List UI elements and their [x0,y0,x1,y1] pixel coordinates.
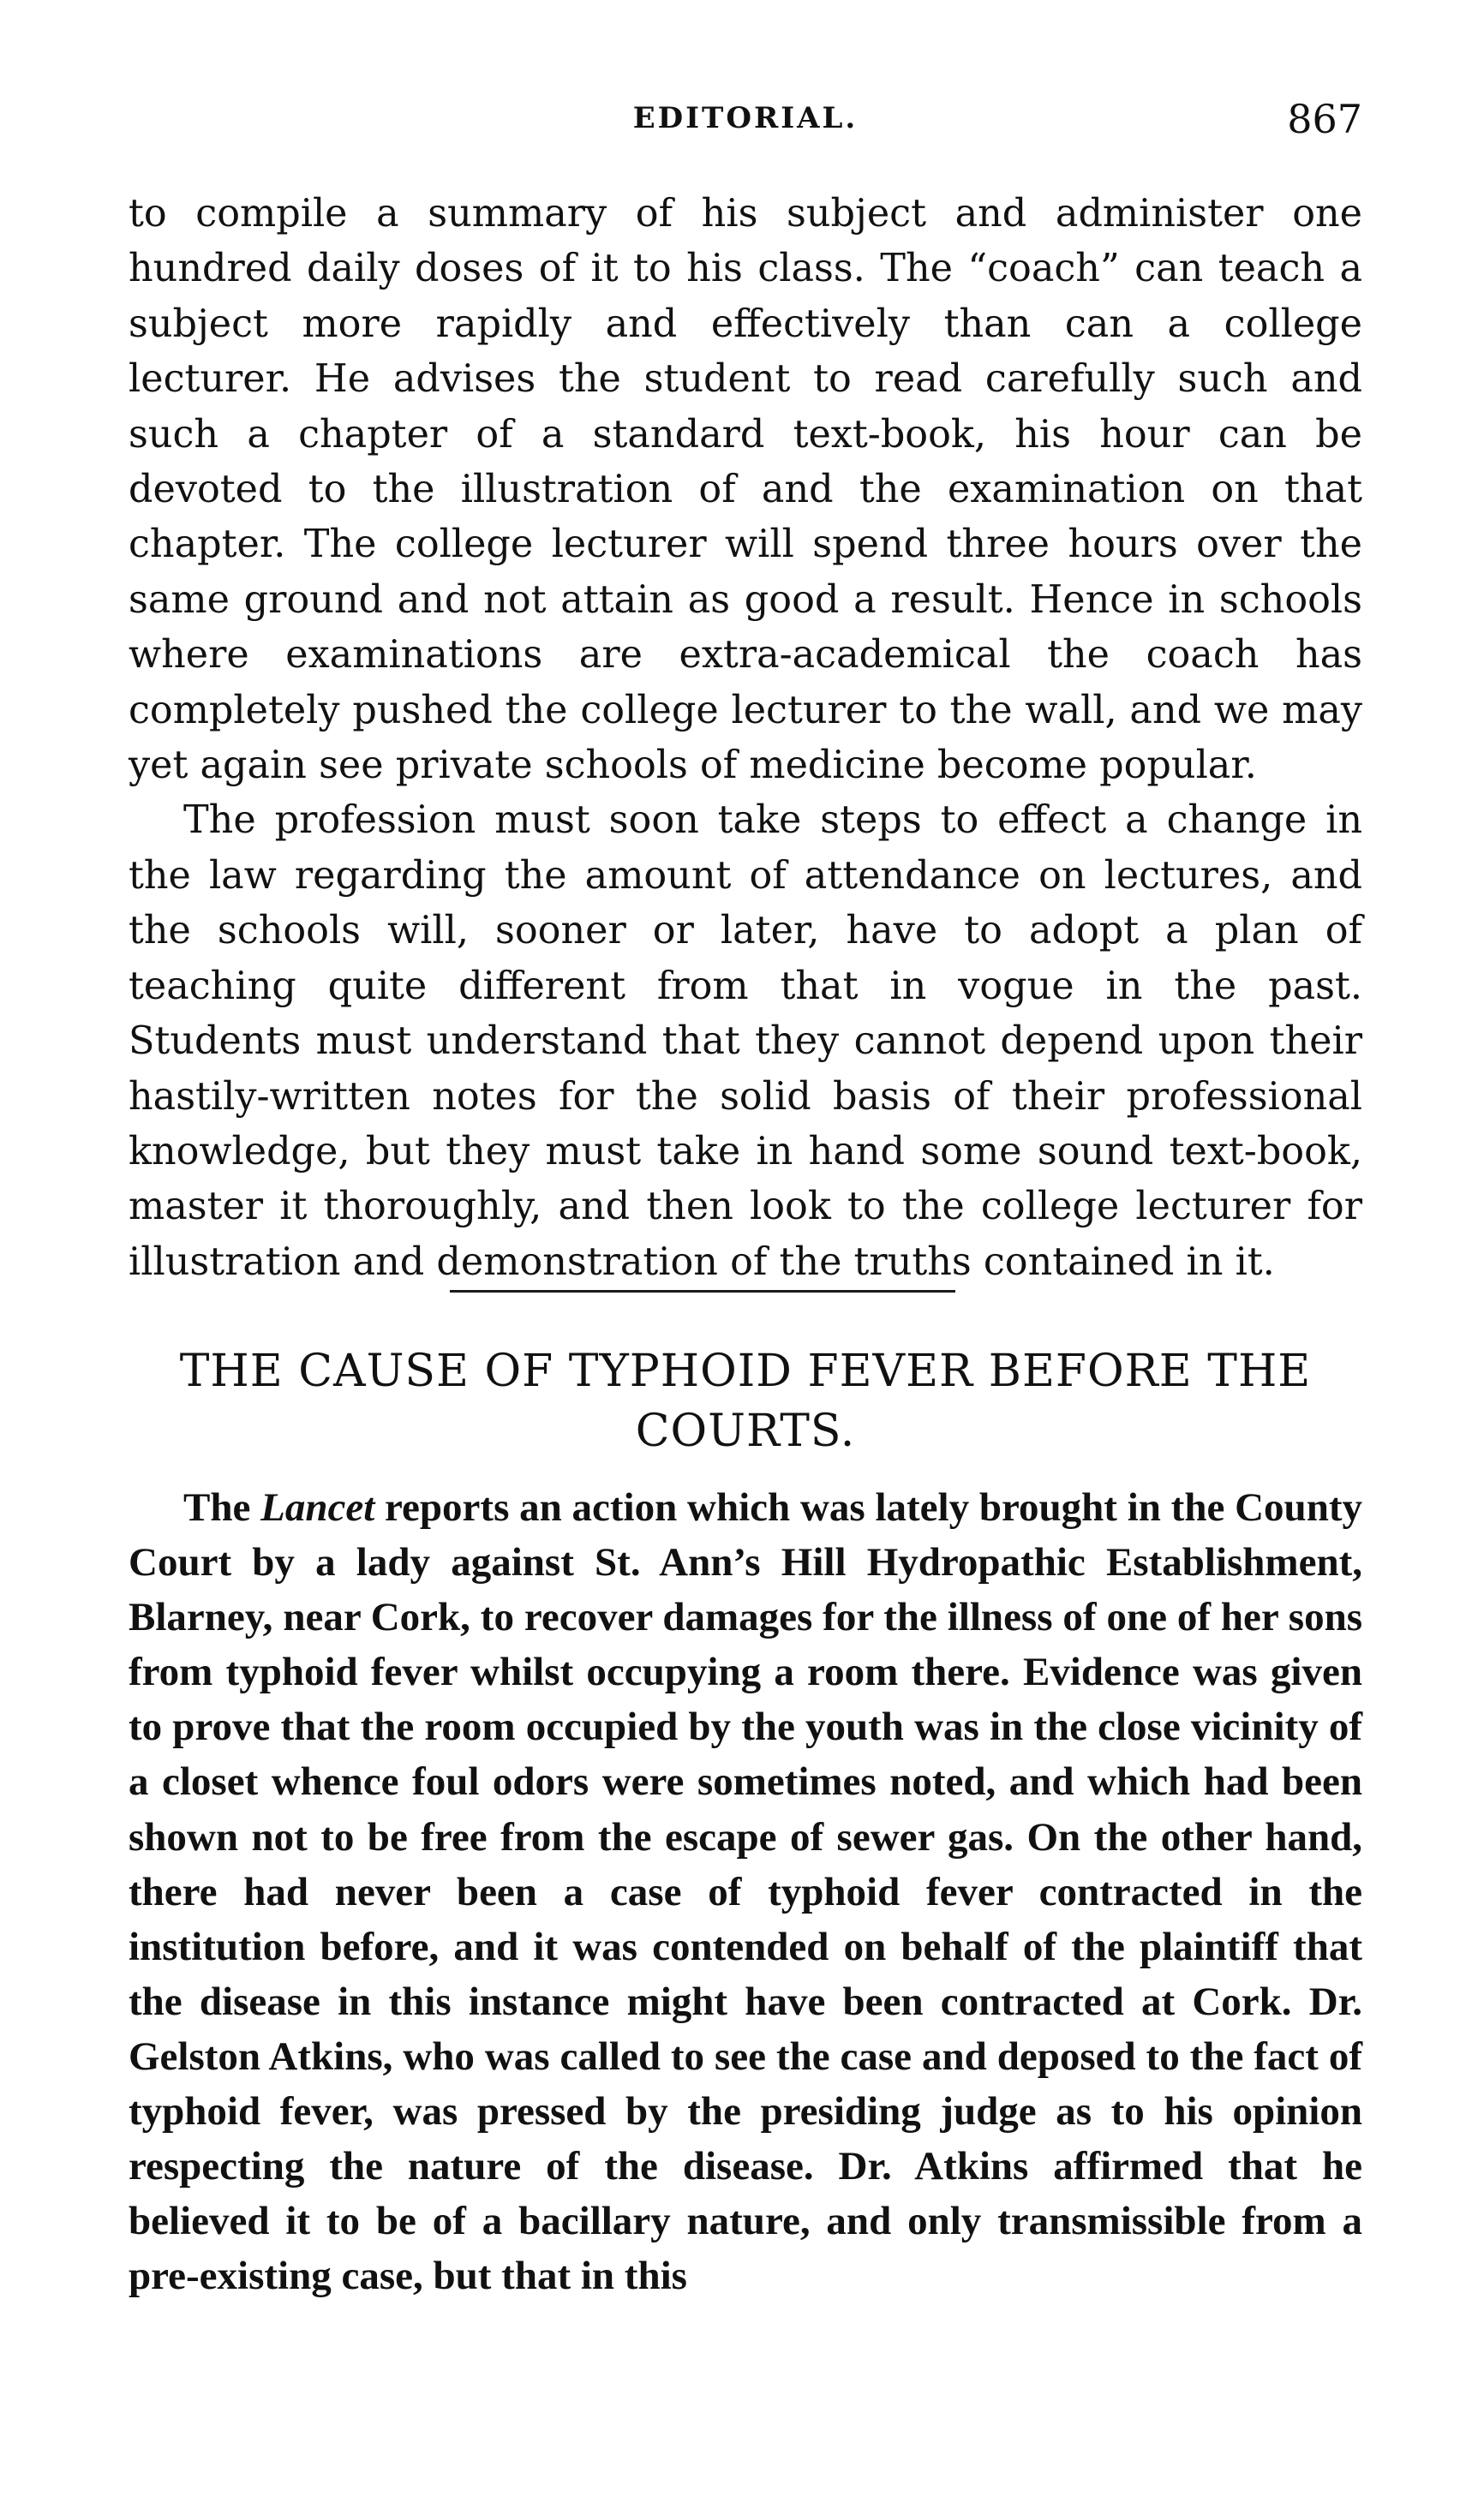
section-divider [450,1290,955,1293]
article-title [129,1341,1362,1461]
page-number: 867 [1287,96,1362,142]
running-head [129,96,1362,161]
journal-name: Lancet [260,1485,375,1530]
paragraph-lancet [129,1480,1362,2303]
paragraph-coach: to compile a summary of his subject and administer one hundred daily doses of it to his class. The “coach” can teach a subject more rapidly and effectively than can a college lecturer. He advises the student to read carefully such and such a chapter of a standard text-book, his hour can be devoted to the illustration of and the examination on that chapter. The college lecturer will spend three hours over the same ground and not attain as good a result. Hence in schools where examinations are extra-academical the coach has completely pushed the college lecturer to the wall, and we may yet again see private schools of medicine become popular. [129,192,1362,788]
running-title: EDITORIAL. [632,101,859,135]
paragraph-rest: reports an action which was lately brought in the County Court by a lady against St. Ann’s Hill Hydropathic Establishment, Blarney, near Cork, to recover damages for the illness of one of her sons from typhoid fever whilst occupying a room there. Evidence was given to prove that the room occupied by the youth was in the close vicinity of a closet whence foul odors were sometimes noted, and which had been shown not to be free from the escape of sewer gas. On the other hand, there had never been a case of typhoid fever contracted in the institution before, and it was contended on behalf of the plaintiff that the disease in this instance might have been contracted at Cork. Dr. Gelston Atkins, who was called to see the case and deposed to the fact of typhoid fever, was pressed by the presiding judge as to his opinion respecting the nature of the disease. Dr. Atkins affirmed that he believed it to be of a bacillary nature, and only transmissible from a pre-existing case, but that in this [129,1485,1362,2299]
article-title-line-2: COURTS. [635,1406,856,1457]
paragraph-lead: The [183,1485,261,1530]
paragraph-profession: The profession must soon take steps to effect a change in the law regarding the amount of attendance on lectures, and the schools will, sooner or later, have to adopt a plan of teaching quite different from that in vogue in the past. Students must understand that they cannot depend upon their hastily-written notes for the solid basis of their professional knowledge, but they must take in hand some sound text-book, master it thoroughly, and then look to the college lecturer for illustration and demonstration of the truths contained in it. [129,798,1362,1284]
typhoid-article-body [129,1480,1362,2303]
editorial-continuation [129,187,1362,1290]
article-title-line-1: THE CAUSE OF TYPHOID FEVER BEFORE THE [179,1346,1312,1397]
